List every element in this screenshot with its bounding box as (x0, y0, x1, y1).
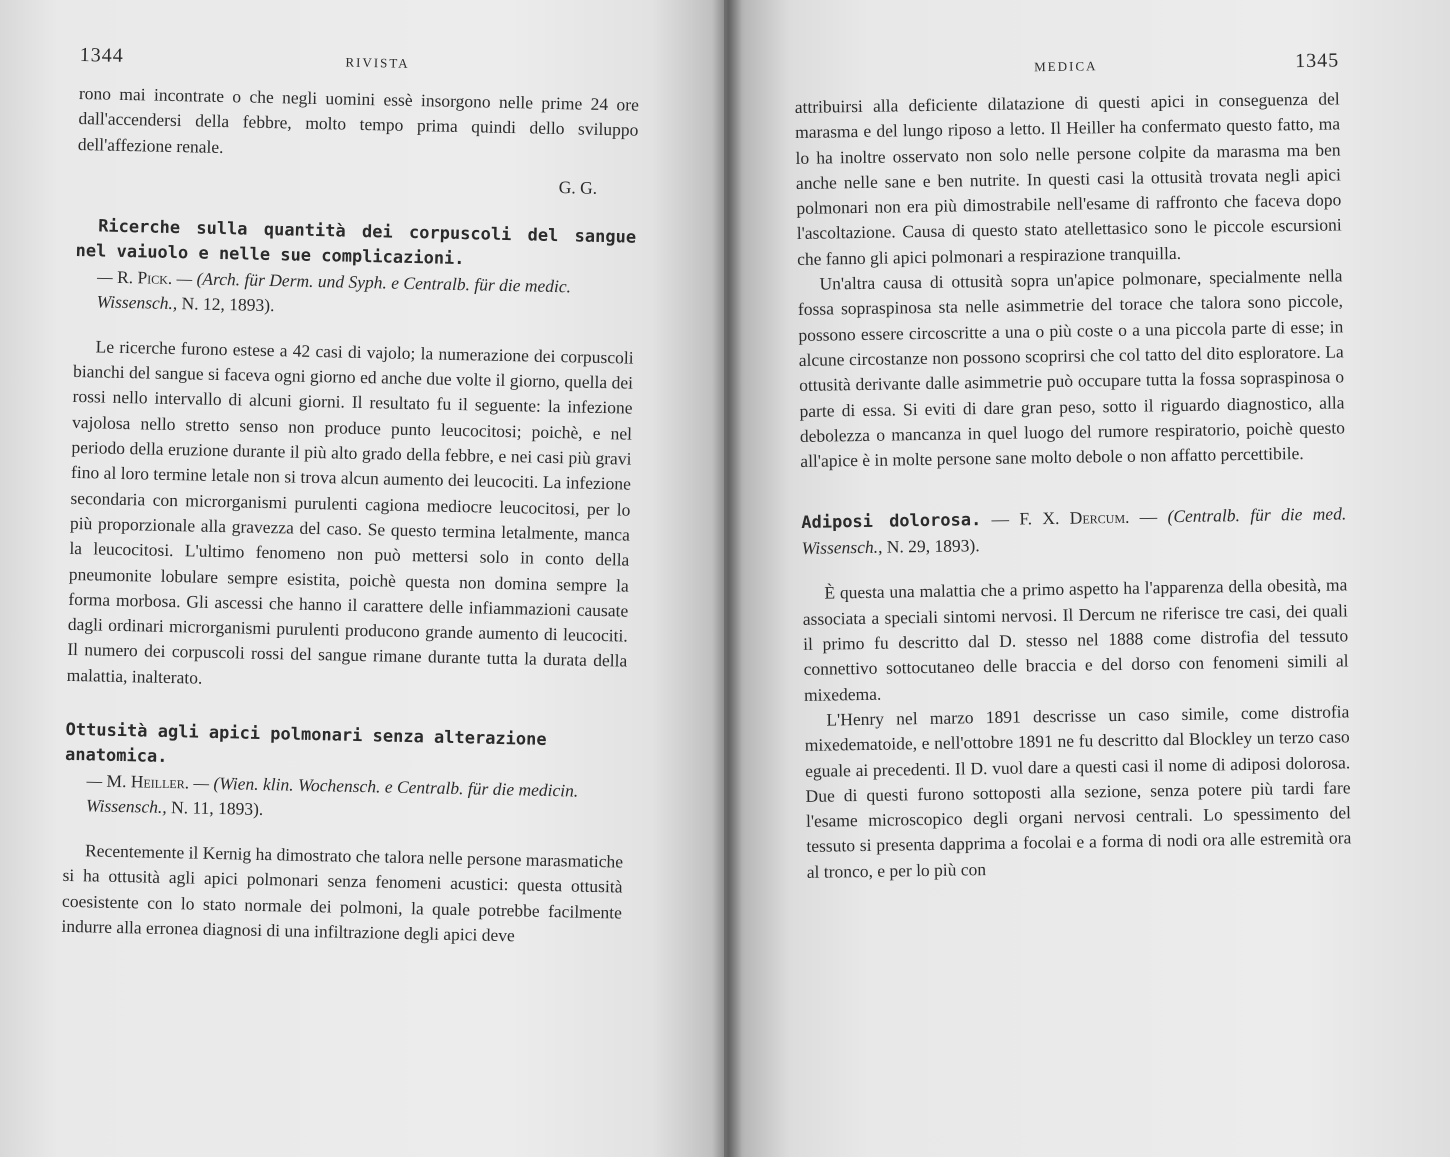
second-paragraph: Un'altra causa di ottusità sopra un'apice polmonare, specialmente nella fossa sopraspinosa sta nelle asimmetrie del torace che talora sono piccole, possono essere circoscritte a una o più coste o a una piccola parte di esse; in alcune circostanze non possono scoprirsi che col tatto del dito esploratore. La ottusità derivante dalle asimmetrie può occupare tutta la fossa sopraspinosa o parte di essa. Si eviti di dare gran peso, sotto il riguardo diagnostico, alla debolezza o mancanza in quel luogo del rumore respiratorio, poichè questo all'apice è in molte persone sane molto debole o non affatto percettibile. (797, 265, 1346, 472)
article-paragraph: Recentemente il Kernig ha dimostrato che talora nelle persone marasmatiche si ha ottusità agli apici polmonari senza fenomeni acustici: questa ottusità coesistente con lo stato normale dei polmoni, la quale potrebbe facilmente indurre alla erronea diagnosi di una infiltrazione degli apici deve (61, 840, 624, 946)
right-page-header (794, 49, 1339, 81)
page-number-right: 1345 (1294, 49, 1340, 73)
article-title: Ricerche sulla quantità dei corpuscoli del sangue nel vaiuolo e nelle sue complicazioni. (75, 216, 637, 269)
running-head-left: RIVISTA (345, 54, 410, 71)
article-ottusita (61, 718, 626, 951)
article-paragraph: È questa una malattia che a primo aspetto ha l'apparenza della obesità, ma associata a speciali sintomi nervosi. Il Dercum ne riferisce tre casi, dei quali il primo fu descritto dal D. stesso nel 1888 come distrofia del tessuto connettivo sottocutaneo delle braccia e del dorso con fenomeni simili al mixedema. (802, 574, 1349, 705)
article-journal: (Wien. klin. Wochensch. e Centralb. für die medicin. Wissensch., (85, 773, 579, 818)
article-author: M. Heiller. (106, 770, 190, 793)
opening-paragraph: rono mai incontrate o che negli uomini essè insorgono nelle prime 24 ore dall'accendersi della febbre, molto tempo prima quindi dello sviluppo dell'affezione renale. (77, 82, 640, 157)
article-journal: (Arch. für Derm. und Syph. e Centralb. für die medic. Wissensch., (96, 268, 572, 313)
signature: G. G. (558, 176, 598, 198)
article-issue: N. 12, 1893). (181, 293, 275, 316)
left-page-content (61, 44, 640, 951)
article-heading: Adiposi dolorosa. — F. X. Dercum. — (Centralb. für die med. Wissensch., N. 29, 1893). (801, 503, 1347, 559)
running-head-right: MEDICA (1034, 58, 1098, 75)
left-page-header (80, 44, 640, 79)
right-page-content (794, 49, 1352, 884)
article-issue: N. 11, 1893). (170, 797, 264, 820)
left-page (0, 0, 724, 1157)
article-journal: (Centralb. für die med. Wissensch., (801, 503, 1347, 559)
article-issue: N. 29, 1893). (886, 535, 980, 558)
article-source: — R. Pick. — (Arch. für Derm. und Syph. e Centralb. für die medic. Wissensch., N. 12, 1893). (96, 266, 572, 316)
article-title: Adiposi dolorosa. (801, 510, 982, 534)
page-number-left: 1344 (79, 44, 124, 67)
article-vaiuolo (67, 214, 637, 700)
article-source: — M. Heiller. — (Wien. klin. Wochensch. e Centralb. für die medicin. Wissensch., N. 11, 1893). (85, 770, 579, 820)
article-adiposi (801, 502, 1352, 885)
right-page (724, 0, 1450, 1157)
article-paragraph: Le ricerche furono estese a 42 casi di vajolo; la numerazione dei corpuscoli bianchi del sangue si faceva ogni giorno ed anche due volte il giorno, quella dei rossi nello intervallo di alcuni giorni. Il resultato fu il seguente: la infezione vajolosa nello stretto senso non produce punto leucocitosi; poichè, e nel periodo della eruzione durante il più alto grado della febbre, e nei casi più gravi fino al loro termine letale non si trova alcun aumento dei leucociti. La infezione secondaria con microrganismi purulenti cagiona mediocre leucocitosi, per lo più proporzionale alla gravezza del caso. Se questo termina letalmente, manca la leucocitosi. L'ultimo fenomeno non può mettersi solo in conto della pneumonite lobulare sempre esistita, poichè questa non domina sempre la forma morbosa. Gli ascessi che hanno il carattere delle infiammazioni causate dagli ordinari microrganismi purulenti producono grande aumento di leucociti. Il numero dei corpuscoli rossi del sangue rimane durante tutta la durata della malattia, inalterato. (66, 336, 634, 688)
article-paragraph: L'Henry nel marzo 1891 descrisse un caso simile, come distrofia mixedematoide, e nell'ottobre 1891 ne fu descritto dal Blockley un terzo caso eguale ai precedenti. Il D. vuol dare a questi casi il nome di adiposi dolorosa. Due di questi furono sottoposti alla sezione, senza potere più tardi fare l'esame microscopico degli organi nervosi centrali. Lo spessimento del tessuto si presenta dapprima a focolai e a forma di nodi ora alle estremità ora al tronco, e per lo più con (804, 701, 1352, 882)
continued-paragraph: attribuirsi alla deficiente dilatazione di questi apici in conseguenza del marasma e del lungo riposo a letto. Il Heiller ha confermato questo fatto, ma lo ha inoltre osservato non solo nelle persone colpite da marasma ma ben anche nelle sane e ben nutrite. In questi casi la ottusità trovata negli apici polmonari non era più dimostrabile nell'esame di raffronto che faceva dopo l'ascoltazione. Causa di questo stato atellettasico sono le piccole escursioni che fanno gli apici polmonari a respirazione tranquilla. (794, 88, 1342, 269)
article-author: R. Pick. (116, 266, 173, 288)
article-author: F. X. Dercum. (1019, 507, 1130, 529)
article-title: Ottusità agli apici polmonari senza alterazione anatomica. (64, 719, 547, 768)
